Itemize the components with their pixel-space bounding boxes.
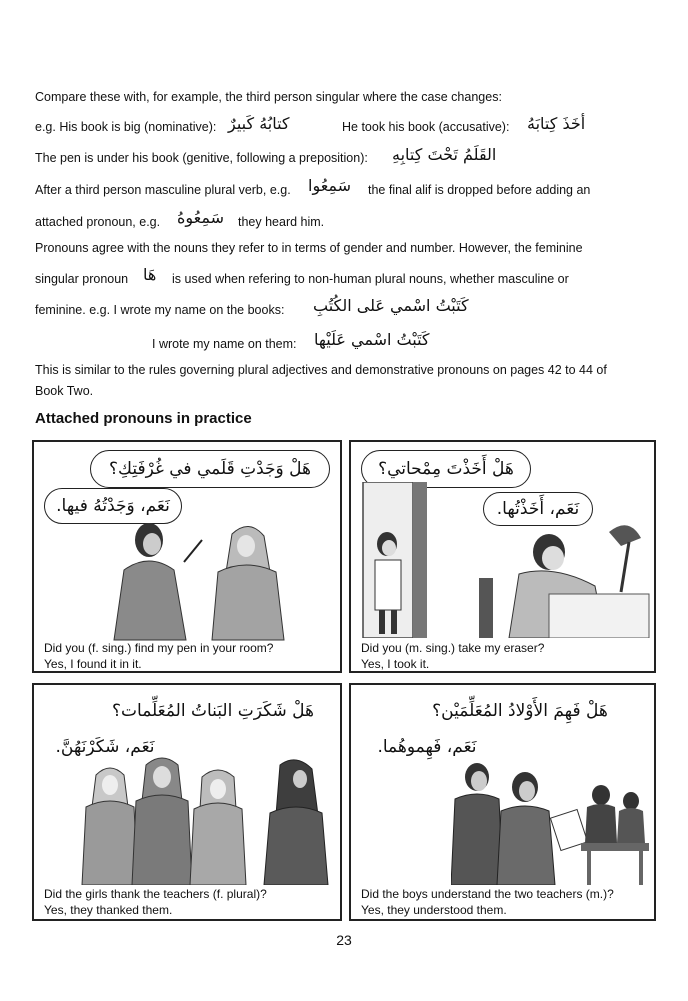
caption-question: Did you (m. sing.) take my eraser? — [361, 641, 545, 655]
caption-question: Did the boys understand the two teachers (m.)? — [361, 887, 614, 901]
caption-question: Did the girls thank the teachers (f. plural)? — [44, 887, 267, 901]
comic-panel-2 — [349, 440, 656, 673]
them-example-label: I wrote my name on them: — [152, 337, 297, 351]
example-accusative-label: He took his book (accusative): — [342, 120, 510, 134]
books-example-label: feminine. e.g. I wrote my name on the books: — [35, 303, 285, 317]
question-text: هَلْ فَهِمَ الأَوْلادُ المُعَلِّمَيْن؟ — [391, 693, 649, 731]
example-genitive-arabic: القَلَمُ تَحْتَ كِتابِهِ — [392, 145, 497, 164]
example-accusative-arabic: أخَذَ كِتابَهُ — [527, 114, 586, 133]
girl-and-man-illustration — [359, 482, 651, 638]
answer-bubble: نَعَم، أَخَذْتُها. — [483, 492, 593, 526]
girls-and-teacher-illustration — [74, 755, 334, 885]
question-bubble: هَلْ أَخَذْتَ مِمْحاتي؟ — [361, 450, 531, 488]
attached-pronoun-text-2: they heard him. — [238, 215, 325, 229]
caption-answer: Yes, they thanked them. — [44, 903, 173, 917]
them-example-arabic: كَتَبْتُ اسْمي عَلَيْها — [314, 330, 430, 349]
comic-panel-3 — [32, 683, 342, 921]
answer-text: نَعَم، فَهِموهُما. — [357, 731, 497, 765]
page-number: 23 — [336, 932, 352, 948]
plural-verb-text: After a third person masculine plural verb, e.g. — [35, 183, 291, 197]
section-heading: Attached pronouns in practice — [35, 410, 252, 427]
comic-panel-4 — [349, 683, 656, 921]
two-women-illustration — [94, 522, 294, 642]
agreement-text: Pronouns agree with the nouns they refer to in terms of gender and number. However, the feminine — [35, 241, 583, 255]
attached-pronoun-text: attached pronoun, e.g. — [35, 215, 161, 229]
teachers-and-boys-illustration — [451, 751, 651, 885]
attached-pronoun-arabic: سَمِعُوهُ — [177, 208, 225, 227]
example-genitive-label: The pen is under his book (genitive, following a preposition): — [35, 151, 368, 165]
question-text: هَلْ شَكَرَتِ البَناتُ المُعَلِّمات؟ — [94, 693, 332, 731]
answer-bubble: نَعَم، وَجَدْتُهُ فيها. — [44, 488, 182, 524]
books-example-arabic: كَتَبْتُ اسْمي عَلى الكُتُبِ — [313, 296, 469, 315]
caption-question: Did you (f. sing.) find my pen in your room? — [44, 641, 274, 655]
example-nominative-arabic: كتابُهُ كَبيرٌ — [228, 114, 290, 133]
feminine-pronoun-text: singular pronoun — [35, 272, 129, 286]
example-nominative-label: e.g. His book is big (nominative): — [35, 120, 217, 134]
comic-panel-1 — [32, 440, 342, 673]
plural-verb-text-2: the final alif is dropped before adding an — [368, 183, 591, 197]
similar-rules-text: This is similar to the rules governing plural adjectives and demonstrative pronouns on pages 42 to 44 of — [35, 363, 607, 377]
caption-answer: Yes, I took it. — [361, 657, 430, 671]
feminine-pronoun-text-2: is used when refering to non-human plural nouns, whether masculine or — [172, 272, 569, 286]
caption-answer: Yes, they understood them. — [361, 903, 507, 917]
similar-rules-text-2: Book Two. — [35, 384, 94, 398]
intro-line: Compare these with, for example, the third person singular where the case changes: — [35, 90, 502, 104]
plural-verb-arabic: سَمِعُوا — [308, 176, 352, 195]
feminine-pronoun-arabic: هَا — [143, 265, 157, 284]
answer-text: نَعَم، شَكَرْنَهُنَّ. — [40, 731, 170, 765]
caption-answer: Yes, I found it in it. — [44, 657, 142, 671]
question-bubble: هَلْ وَجَدْتِ قَلَمي في غُرْفَتِكِ؟ — [90, 450, 330, 488]
